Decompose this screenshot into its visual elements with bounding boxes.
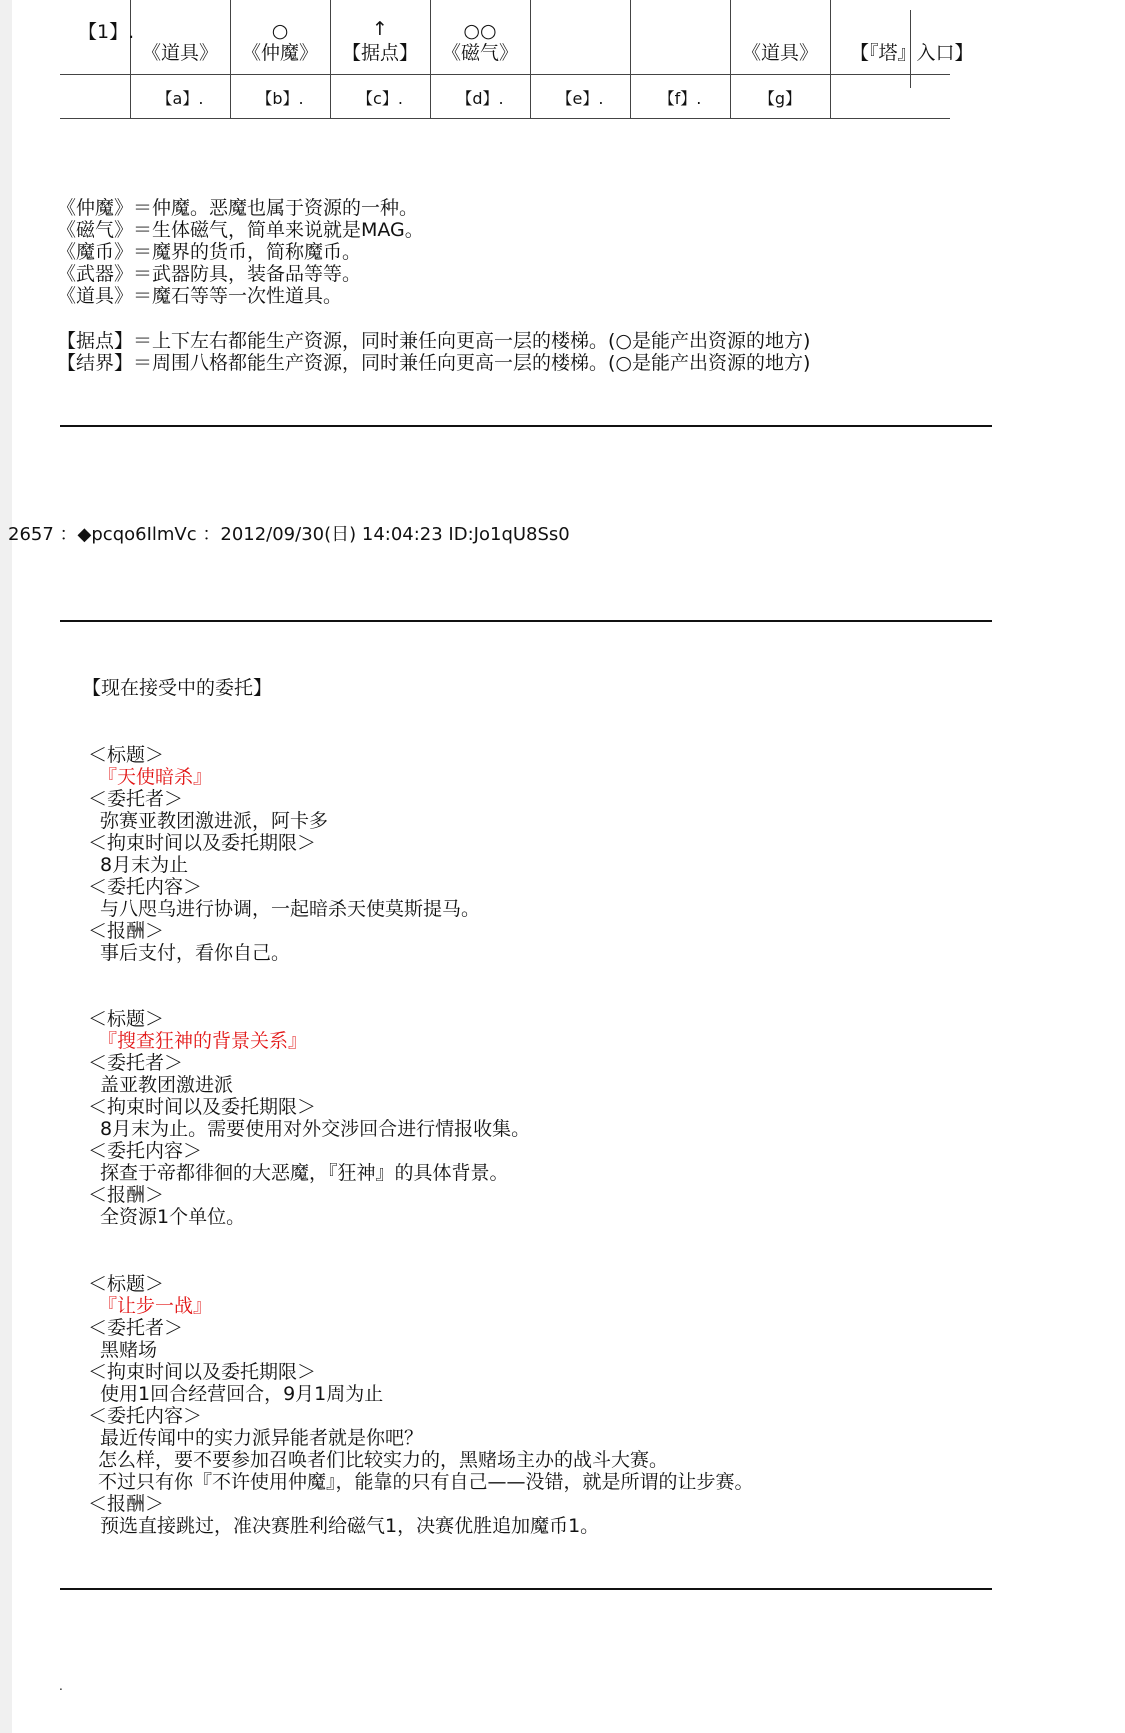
quest-title: 『让步一战』 <box>98 1295 213 1317</box>
glossary-line: 《武器》＝武器防具，装备品等等。 <box>57 263 362 285</box>
document-page <box>8 0 1125 1733</box>
section-divider <box>60 1588 992 1590</box>
field-label-content: ＜委托内容＞ <box>88 1140 203 1162</box>
map-cell-label: 《磁气》 <box>441 42 518 64</box>
map-cell-top: ↑ <box>372 18 388 40</box>
section-divider <box>60 425 992 427</box>
field-label-deadline: ＜拘束时间以及委托期限＞ <box>88 1361 317 1383</box>
map-cell-label: 《仲魔》 <box>241 42 318 64</box>
map-cell-label: 【据点】 <box>341 42 418 64</box>
quest-deadline: 8月末为止 <box>100 854 189 876</box>
quest-client: 盖亚教团激进派 <box>100 1074 234 1096</box>
field-label-title: ＜标题＞ <box>88 744 165 766</box>
quest-reward: 预选直接跳过，准决赛胜利给磁气1，决赛优胜追加魔币1。 <box>100 1515 600 1537</box>
quest-deadline: 8月末为止。需要使用对外交涉回合进行情报收集。 <box>100 1118 531 1140</box>
quest-client: 黑赌场 <box>100 1339 158 1361</box>
glossary-line: 《仲魔》＝仲魔。恶魔也属于资源的一种。 <box>57 197 419 219</box>
quest-content-line: 不过只有你『不许使用仲魔』，能靠的只有自己——没错，就是所谓的让步赛。 <box>98 1471 754 1493</box>
footer-mark: . <box>59 1679 63 1693</box>
quest-reward: 全资源1个单位。 <box>100 1206 246 1228</box>
section-title: 【现在接受中的委托】 <box>82 677 273 699</box>
field-label-title: ＜标题＞ <box>88 1008 165 1030</box>
quest-content-line: 最近传闻中的实力派异能者就是你吧？ <box>100 1427 424 1449</box>
field-label-deadline: ＜拘束时间以及委托期限＞ <box>88 832 317 854</box>
map-cell-id: 【d】. <box>456 89 504 108</box>
field-label-content: ＜委托内容＞ <box>88 1405 203 1427</box>
map-cell-id: 【f】. <box>658 89 702 108</box>
quest-reward: 事后支付，看你自己。 <box>100 942 291 964</box>
map-cell-id: 【a】. <box>156 89 204 108</box>
quest-client: 弥赛亚教团激进派，阿卡多 <box>100 810 329 832</box>
field-label-reward: ＜报酬＞ <box>88 1493 165 1515</box>
glossary-line: 《魔币》＝魔界的货币，简称魔币。 <box>57 241 362 263</box>
section-divider <box>60 620 992 622</box>
glossary-line: 《道具》＝魔石等等一次性道具。 <box>57 285 343 307</box>
grid-line <box>830 0 831 118</box>
field-label-client: ＜委托者＞ <box>88 1317 184 1339</box>
grid-line <box>60 118 950 119</box>
map-cell-label: 《道具》 <box>741 42 818 64</box>
map-cell-id: 【e】. <box>556 89 604 108</box>
quest-deadline: 使用1回合经营回合，9月1周为止 <box>100 1383 384 1405</box>
quest-title: 『天使暗杀』 <box>98 766 213 788</box>
field-label-title: ＜标题＞ <box>88 1273 165 1295</box>
field-label-reward: ＜报酬＞ <box>88 920 165 942</box>
map-row-label: 【1】. <box>78 21 135 43</box>
field-label-client: ＜委托者＞ <box>88 1052 184 1074</box>
quest-content-line: 与八咫乌进行协调，一起暗杀天使莫斯提马。 <box>100 898 481 920</box>
field-label-deadline: ＜拘束时间以及委托期限＞ <box>88 1096 317 1118</box>
left-margin-strip <box>0 0 12 1733</box>
field-label-client: ＜委托者＞ <box>88 788 184 810</box>
quest-content-line: 探查于帝都徘徊的大恶魔，『狂神』的具体背景。 <box>100 1162 509 1184</box>
field-label-content: ＜委托内容＞ <box>88 876 203 898</box>
map-cell-top: ○ <box>271 20 289 42</box>
map-cell-label: 【『塔』入口】 <box>850 42 974 64</box>
map-cell-top: ○○ <box>463 20 497 42</box>
node-definition: 【据点】＝上下左右都能生产资源，同时兼任向更高一层的楼梯。(○是能产出资源的地方) <box>57 330 811 352</box>
field-label-reward: ＜报酬＞ <box>88 1184 165 1206</box>
glossary-line: 《磁气》＝生体磁气，简单来说就是MAG。 <box>57 219 424 241</box>
quest-title: 『搜查狂神的背景关系』 <box>98 1030 308 1052</box>
grid-line <box>60 74 950 75</box>
map-cell-id: 【b】. <box>256 89 304 108</box>
map-cell-id: 【g】 <box>758 89 802 108</box>
quest-content-line: 怎么样，要不要参加召唤者们比较实力的，黑赌场主办的战斗大赛。 <box>98 1449 669 1471</box>
node-definition: 【结界】＝周围八格都能生产资源，同时兼任向更高一层的楼梯。(○是能产出资源的地方) <box>57 352 811 374</box>
post-header: 2657 ：◆pcqo6IlmVc ：2012/09/30(日) 14:04:23 ID:Jo1qU8Ss0 <box>8 524 570 545</box>
map-cell-label: 《道具》 <box>141 42 218 64</box>
map-cell-id: 【c】. <box>357 89 403 108</box>
